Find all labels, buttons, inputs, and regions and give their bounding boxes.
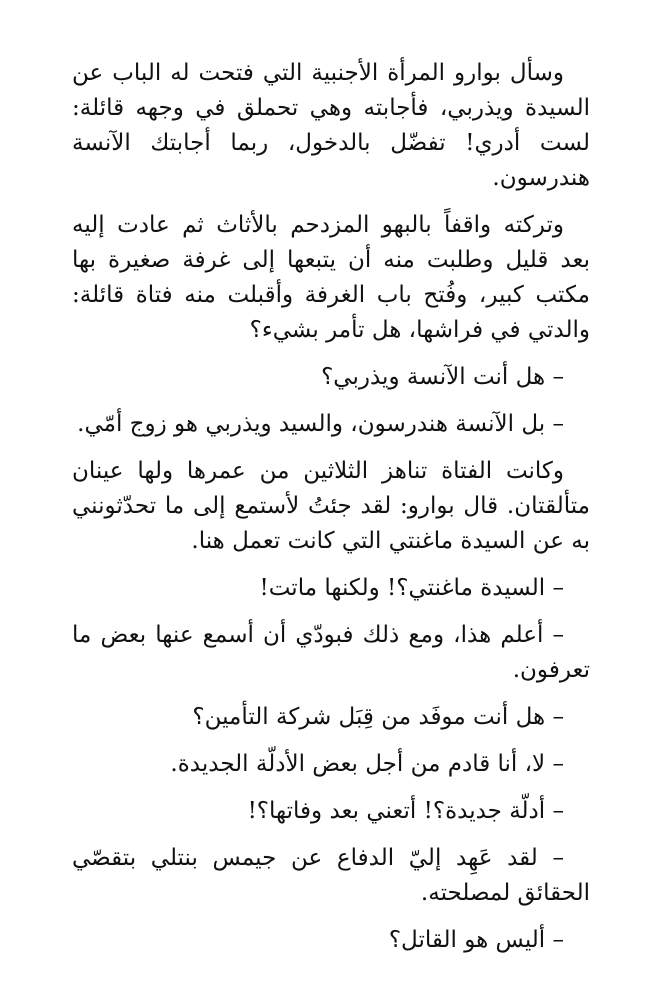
dialogue-line: – هل أنت موفَد من قِبَل شركة التأمين؟ — [192, 704, 564, 730]
dialogue-line: – أليس هو القاتل؟ — [388, 927, 564, 953]
dialogue-line: – لا، أنا قادم من أجل بعض الأدلّة الجديدة. — [170, 751, 564, 777]
book-page — [72, 56, 590, 970]
narration-paragraph: وتركته واقفاً بالبهو المزدحم بالأثاث ثم عادت إليه بعد قليل وطلبت منه أن يتبعها إلى غرفة صغيرة بها مكتب كبير، وفُتح باب الغرفة وأقبلت منه فتاة قائلة: والدتي في فراشها، هل تأمر بشيء؟ — [72, 212, 590, 343]
dialogue-line: – السيدة ماغنتي؟! ولكنها ماتت! — [259, 575, 564, 601]
dialogue-line: – بل الآنسة هندرسون، والسيد ويذربي هو زوج أمّي. — [77, 411, 564, 437]
dialogue-line: – أدلّة جديدة؟! أتعني بعد وفاتها؟! — [247, 798, 564, 824]
dialogue-line: – لقد عَهِد إليّ الدفاع عن جيمس بنتلي بتقصّي الحقائق لمصلحته. — [72, 845, 590, 906]
dialogue-line: – هل أنت الآنسة ويذربي؟ — [321, 364, 564, 390]
dialogue-line: – أعلم هذا، ومع ذلك فبودّي أن أسمع عنها بعض ما تعرفون. — [72, 622, 590, 683]
narration-paragraph: وكانت الفتاة تناهز الثلاثين من عمرها ولها عينان متألقتان. قال بوارو: لقد جئتُ لأستمع إلى ما تحدّثونني به عن السيدة ماغنتي التي كانت تعمل هنا. — [72, 458, 590, 554]
narration-paragraph: وسأل بوارو المرأة الأجنبية التي فتحت له الباب عن السيدة ويذربي، فأجابته وهي تحملق في وجهه قائلة: لست أدري! تفضّل بالدخول، ربما أجابتك الآنسة هندرسون. — [72, 60, 590, 191]
